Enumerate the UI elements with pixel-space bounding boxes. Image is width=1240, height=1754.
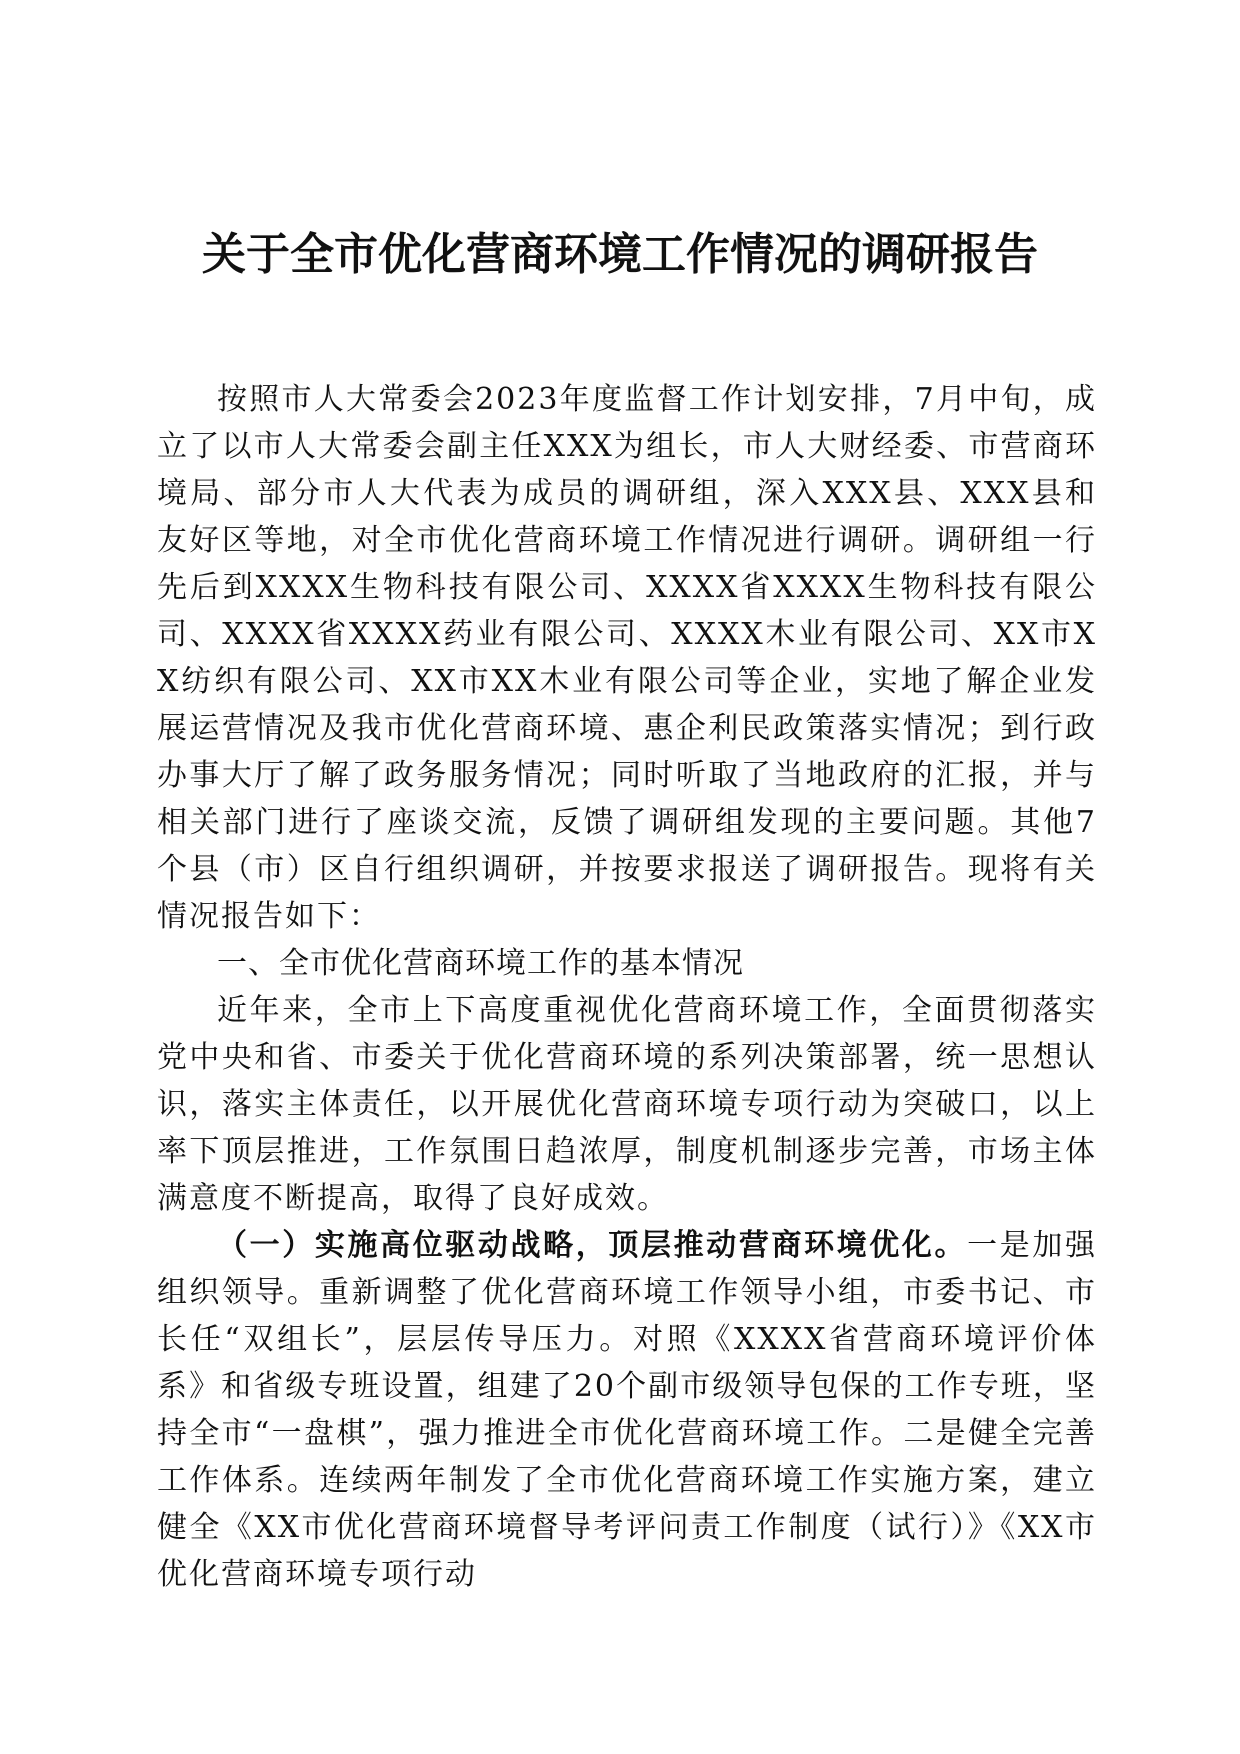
subsection-heading: （一）实施高位驱动战略，顶层推动营商环境优化。 (217, 1228, 968, 1263)
document-title: 关于全市优化营商环境工作情况的调研报告 (202, 229, 1038, 280)
subsection-paragraph (157, 1222, 1097, 1598)
document-body (157, 376, 1097, 1598)
subsection-text: 一是加强组织领导。重新调整了优化营商环境工作领导小组，市委书记、市长任“双组长”，层层传导压力。对照《XXXX省营商环境评价体系》和省级专班设置，组建了20个副市级领导包保的工作专班，坚持全市“一盘棋”，强力推进全市优化营商环境工作。二是健全完善工作体系。连续两年制发了全市优化营商环境工作实施方案，建立健全《XX市优化营商环境督导考评问责工作制度（试行）》《XX市优化营商环境专项行动 (157, 1228, 1098, 1592)
intro-paragraph: 按照市人大常委会2023年度监督工作计划安排，7月中旬，成立了以市人大常委会副主任XXX为组长，市人大财经委、市营商环境局、部分市人大代表为成员的调研组，深入XXX县、XXX县和友好区等地，对全市优化营商环境工作情况进行调研。调研组一行先后到XXXX生物科技有限公司、XXXX省XXXX生物科技有限公司、XXXX省XXXX药业有限公司、XXXX木业有限公司、XX市XX纺织有限公司、XX市XX木业有限公司等企业，实地了解企业发展运营情况及我市优化营商环境、惠企利民政策落实情况；到行政办事大厅了解了政务服务情况；同时听取了当地政府的汇报，并与相关部门进行了座谈交流，反馈了调研组发现的主要问题。其他7个县（市）区自行组织调研，并按要求报送了调研报告。现将有关情况报告如下： (157, 382, 1097, 934)
section-heading: 一、全市优化营商环境工作的基本情况 (217, 946, 744, 981)
section-paragraph: 近年来，全市上下高度重视优化营商环境工作，全面贯彻落实党中央和省、市委关于优化营商环境的系列决策部署，统一思想认识，落实主体责任，以开展优化营商环境专项行动为突破口，以上率下顶层推进，工作氛围日趋浓厚，制度机制逐步完善，市场主体满意度不断提高，取得了良好成效。 (157, 993, 1097, 1216)
